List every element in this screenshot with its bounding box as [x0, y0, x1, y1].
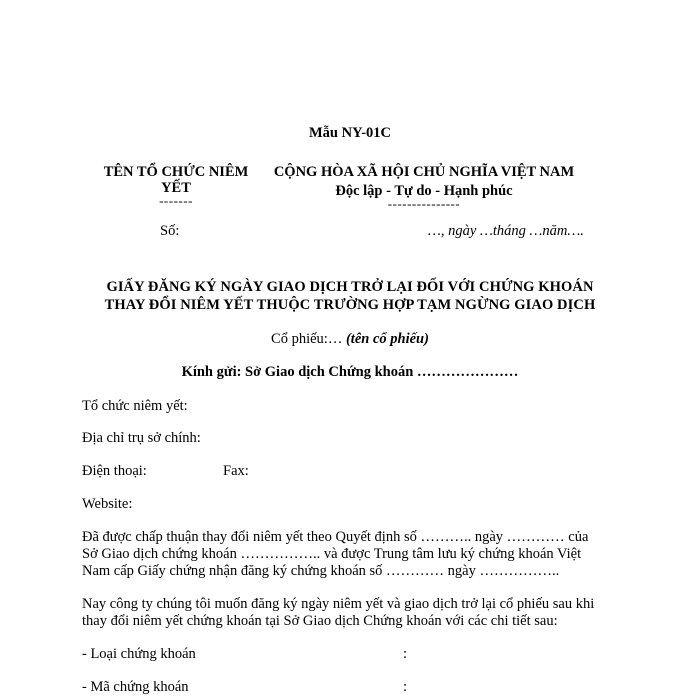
national-motto: Độc lập - Tự do - Hạnh phúc: [335, 183, 513, 199]
paragraph-request-line1: Nay công ty chúng tôi muốn đăng ký ngày niêm yết và giao dịch trở lại cổ phiếu sau khi: [82, 596, 595, 612]
stock-hint: (tên cổ phiếu): [345, 331, 429, 347]
detail-security-code-label: - Mã chứng khoán: [82, 679, 189, 695]
org-name-line2: YẾT: [161, 180, 191, 196]
document-number-label: Số:: [160, 223, 180, 239]
detail-security-type-colon: :: [403, 646, 408, 662]
stock-line: [0, 330, 700, 349]
org-name-line1: TÊN TỔ CHỨC NIÊM: [103, 164, 249, 180]
address-field: Địa chỉ trụ sở chính:: [82, 430, 201, 446]
org-name-field: Tổ chức niêm yết:: [82, 398, 188, 414]
date-line: …, ngày …tháng …năm….: [428, 223, 584, 239]
paragraph-approval-line3: Nam cấp Giấy chứng nhận đăng ký chứng khoán số ………… ngày ……………..: [82, 563, 560, 579]
country-name: CỘNG HÒA XÃ HỘI CHỦ NGHĨA VIỆT NAM: [273, 164, 575, 180]
motto-divider: ---------------: [387, 196, 461, 211]
title-line1: GIẤY ĐĂNG KÝ NGÀY GIAO DỊCH TRỞ LẠI ĐỐI VỚI CHỨNG KHOÁN: [106, 279, 594, 295]
paragraph-request-line2: thay đổi niêm yết chứng khoán tại Sở Giao dịch Chứng khoán với các chi tiết sau:: [82, 613, 558, 629]
website-field: Website:: [82, 496, 133, 512]
org-divider: -------: [159, 193, 193, 208]
title-line2: THAY ĐỔI NIÊM YẾT THUỘC TRƯỜNG HỢP TẠM NGỪNG GIAO DỊCH: [104, 297, 596, 313]
stock-label: Cổ phiếu:…: [271, 331, 343, 347]
form-code: Mẫu NY-01C: [308, 125, 392, 141]
detail-security-type-label: - Loại chứng khoán: [82, 646, 196, 662]
paragraph-approval-line1: Đã được chấp thuận thay đổi niêm yết theo Quyết định số ……….. ngày ………… của: [82, 529, 589, 545]
detail-security-code-colon: :: [403, 679, 408, 695]
fax-field: Fax:: [223, 463, 249, 479]
recipient-line: Kính gửi: Sở Giao dịch Chứng khoán …………………: [181, 364, 519, 380]
phone-field: Điện thoại:: [82, 463, 147, 479]
paragraph-approval-line2: Sở Giao dịch chứng khoán …………….. và được Trung tâm lưu ký chứng khoán Việt: [82, 546, 582, 562]
